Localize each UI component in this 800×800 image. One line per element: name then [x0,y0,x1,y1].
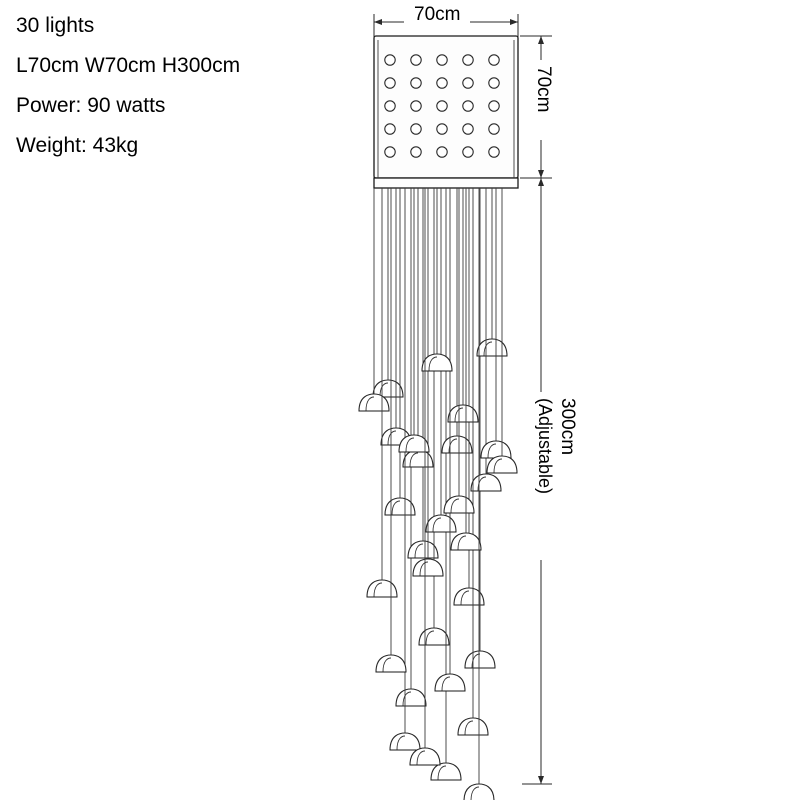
spec-line-weight: Weight: 43kg [16,134,139,157]
pendant-drop [448,188,478,422]
pendant-drop [359,188,389,411]
pendant-drop [410,188,440,765]
spec-line-light-count: 30 lights [16,14,95,37]
pendant-drop [422,188,452,371]
pendant-drop [403,188,433,467]
pendant-drop [451,188,481,550]
pendant-drop [399,188,429,452]
dimension-label-width: 70cm [414,4,461,25]
dimension-label-depth: 70cm [533,66,554,113]
pendant-drop [487,188,517,473]
pendant-group [359,188,517,800]
dimension-label-height: 300cm [557,398,578,456]
pendant-drop [408,188,438,558]
depth-dimension-line [520,36,552,178]
pendant-drop [481,188,511,458]
pendant-shade [464,784,494,800]
pendant-drop [477,188,507,356]
pendant-drop [373,188,403,397]
pendant-drop [444,188,474,513]
pendant-drop [464,188,494,800]
dimension-label-height-note: (Adjustable) [535,398,555,495]
spec-line-power: Power: 90 watts [16,94,166,117]
height-dimension-line [522,178,552,784]
spec-line-dimensions: L70cm W70cm H300cm [16,54,241,77]
